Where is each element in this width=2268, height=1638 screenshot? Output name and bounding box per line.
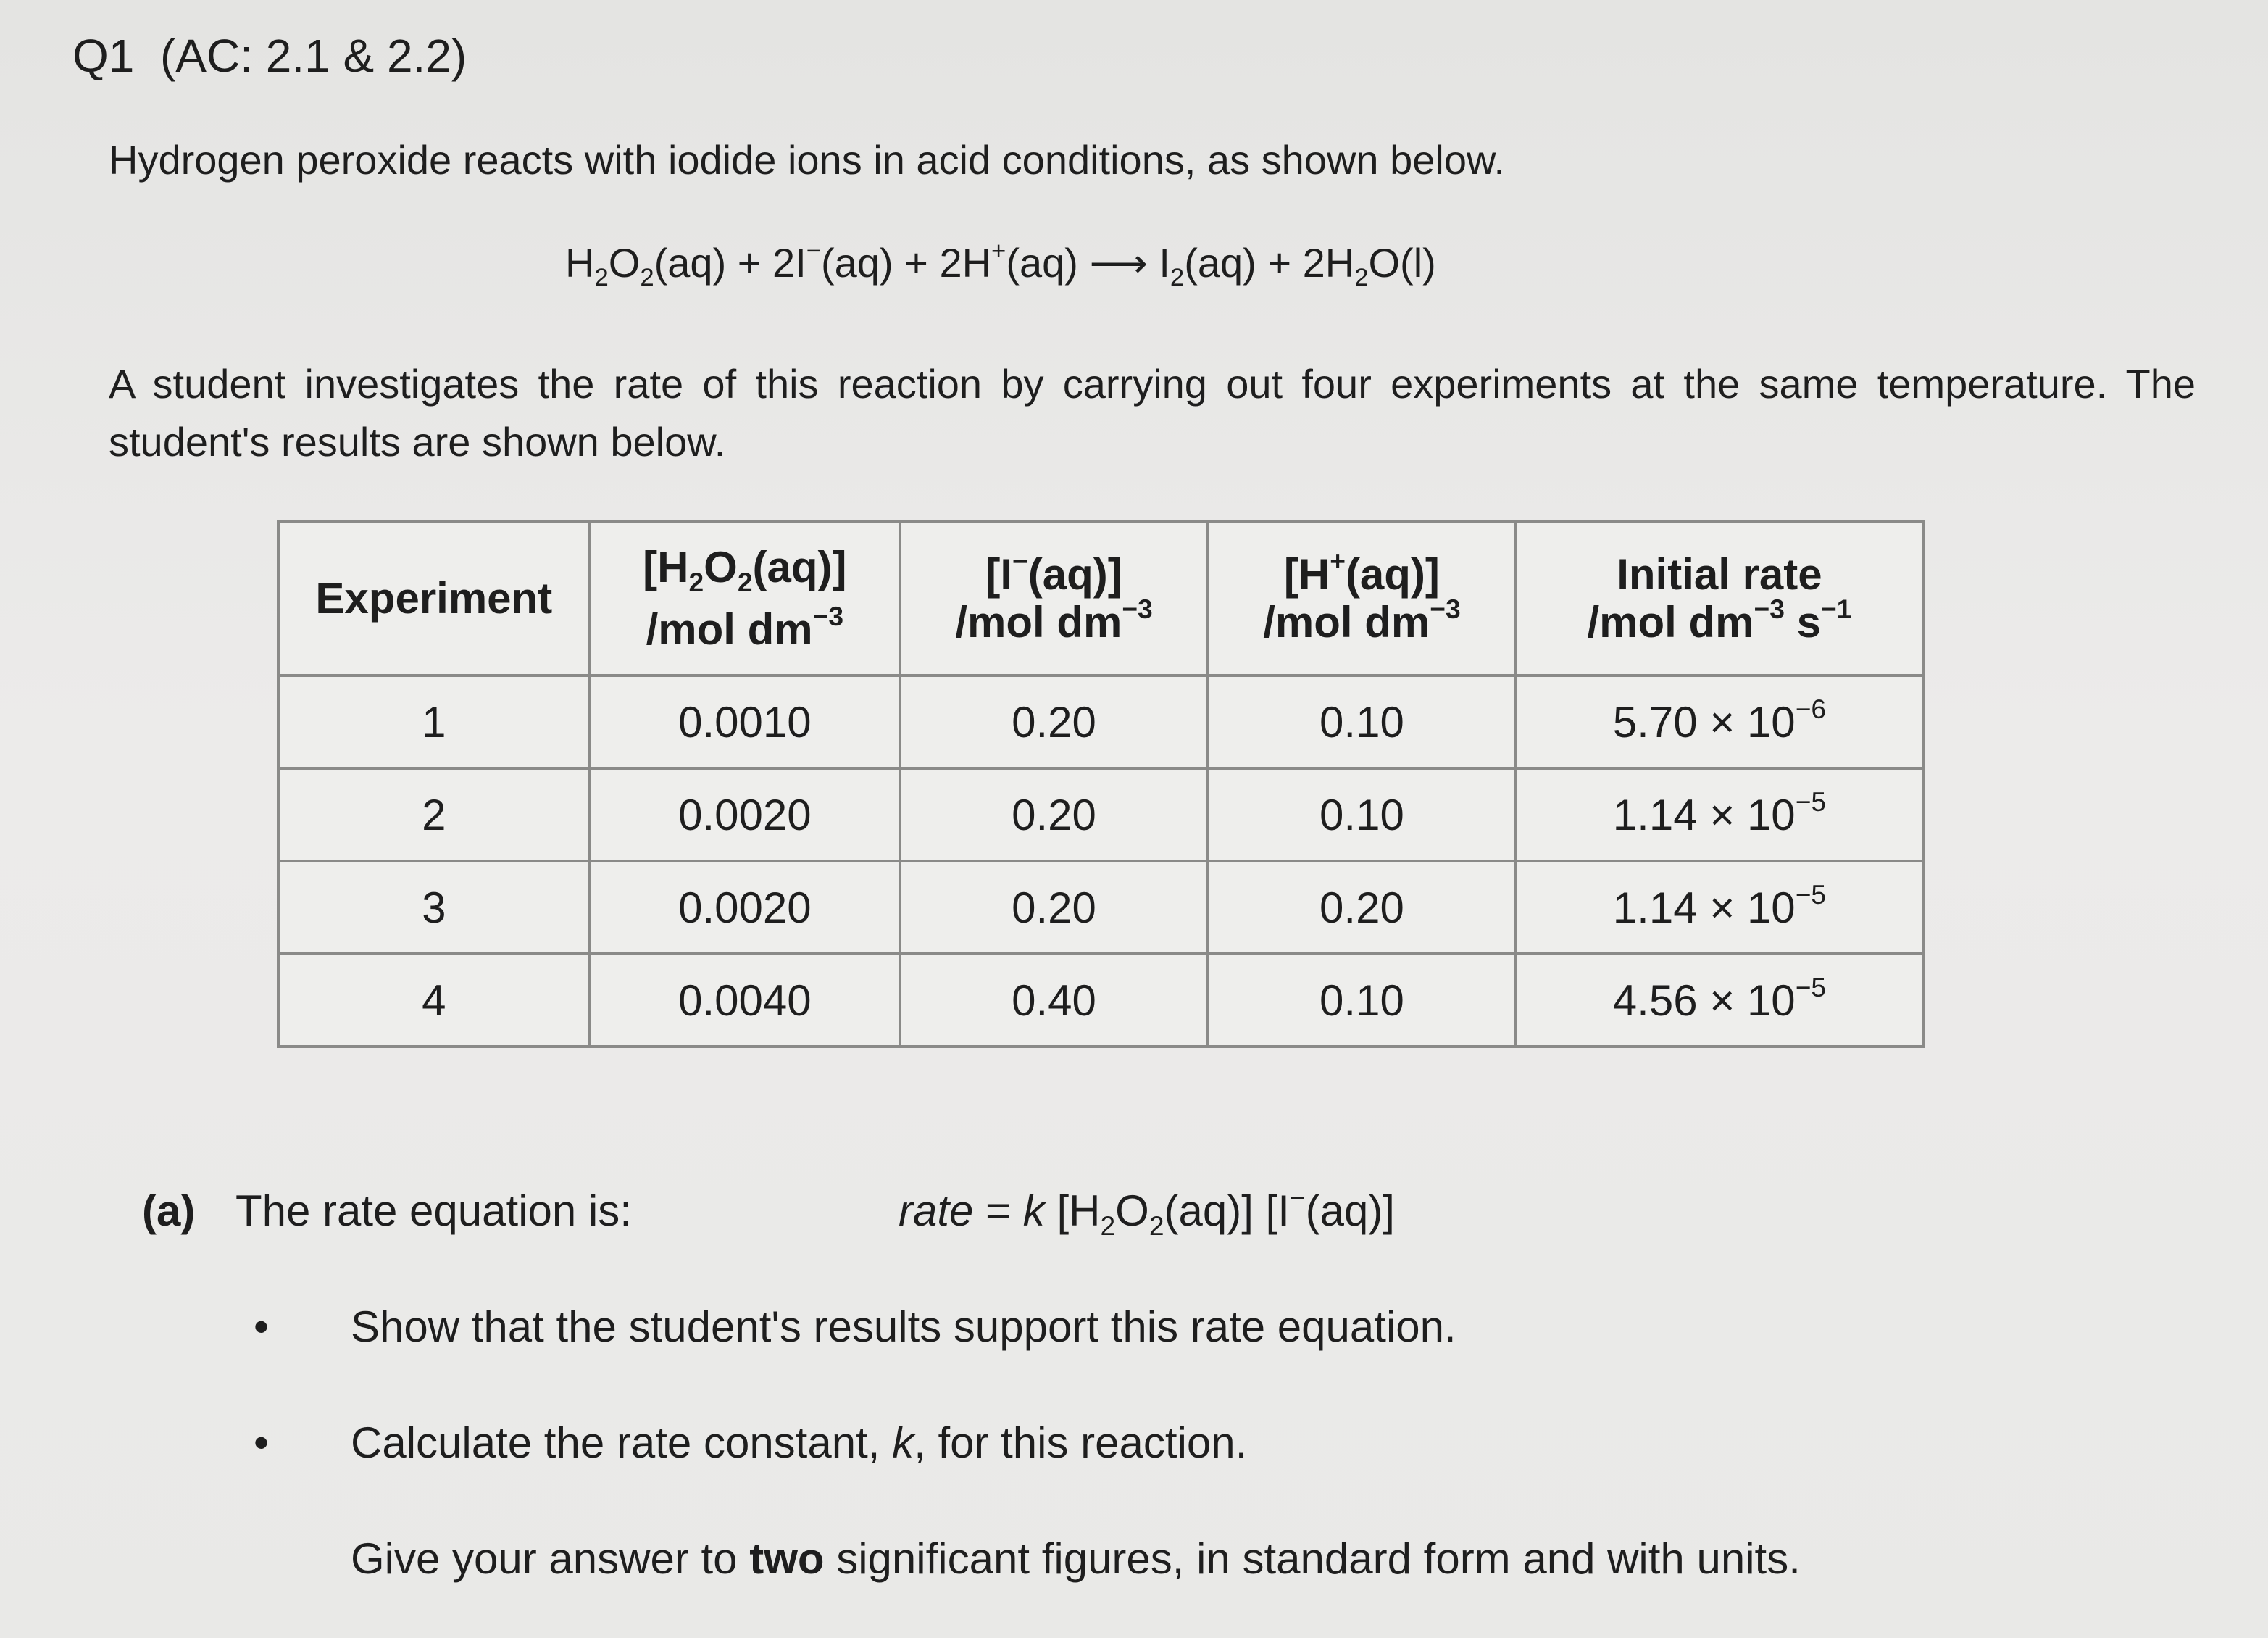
cell-experiment: 3 <box>278 861 590 954</box>
cell-hplus: 0.10 <box>1208 675 1516 768</box>
bullet-calculate-k: Calculate the rate constant, k, for this reaction. <box>351 1418 1248 1467</box>
investigation-paragraph: A student investigates the rate of this reaction by carrying out four experiments at the same temperature. The student's results are shown below. <box>109 361 2196 465</box>
question-heading <box>72 29 467 83</box>
table-header-row <box>278 522 1923 675</box>
part-a-prompt <box>142 1186 632 1236</box>
results-table <box>277 520 1925 1048</box>
table-row <box>278 768 1923 861</box>
cell-rate: $4.56 \times 10^{-5}$ <box>1516 954 1923 1047</box>
cell-rate: $5.70 \times 10^{-6}$ <box>1516 675 1923 768</box>
bullet-show-results: Show that the student's results support this rate equation. <box>351 1302 1456 1351</box>
arrow-icon: ⟶ <box>1089 240 1148 286</box>
question-number: Q1 <box>72 30 135 82</box>
cell-rate: $1.14 \times 10^{-5}$ <box>1516 861 1923 954</box>
bullet-icon: • <box>254 1418 270 1467</box>
header-initial-rate: Initial rate /mol $dm^{-3}$ $s^{-1}$ <box>1516 522 1923 675</box>
cell-hplus: 0.20 <box>1208 861 1516 954</box>
header-iodide: [I−(aq)] /mol $dm^{-3}$ <box>900 522 1208 675</box>
assessment-criteria: (AC: 2.1 & 2.2) <box>159 30 467 82</box>
table-row <box>278 954 1923 1047</box>
cell-rate: $1.14 \times 10^{-5}$ <box>1516 768 1923 861</box>
cell-hplus: 0.10 <box>1208 768 1516 861</box>
cell-hplus: 0.10 <box>1208 954 1516 1047</box>
cell-h2o2: 0.0020 <box>590 861 901 954</box>
table-row <box>278 675 1923 768</box>
cell-experiment: 2 <box>278 768 590 861</box>
cell-iodide: 0.20 <box>900 861 1208 954</box>
part-a-text: The rate equation is: <box>235 1186 632 1235</box>
cell-iodide: 0.20 <box>900 675 1208 768</box>
reaction-equation: $H_2O_2(aq) + 2I^-(aq) + 2H^+(aq)$ ⟶ $I_2(aq) + 2H_2O(l)$ <box>565 237 1436 292</box>
bullet-icon: • <box>254 1302 270 1351</box>
header-experiment: Experiment <box>278 522 590 675</box>
answer-instructions: Give your answer to two significant figures, in standard form and with units. <box>351 1534 1801 1583</box>
intro-text: Hydrogen peroxide reacts with iodide ions in acid conditions, as shown below. <box>109 137 1505 183</box>
cell-h2o2: 0.0040 <box>590 954 901 1047</box>
cell-h2o2: 0.0020 <box>590 768 901 861</box>
cell-experiment: 4 <box>278 954 590 1047</box>
cell-iodide: 0.40 <box>900 954 1208 1047</box>
header-hplus: [H+(aq)] /mol $dm^{-3}$ <box>1208 522 1516 675</box>
cell-h2o2: 0.0010 <box>590 675 901 768</box>
cell-iodide: 0.20 <box>900 768 1208 861</box>
cell-experiment: 1 <box>278 675 590 768</box>
part-a-label: (a) <box>142 1186 196 1235</box>
rate-equation: rate = k $[H_2O_2(aq)]$ [I−(aq)] <box>899 1181 1395 1242</box>
header-h2o2: $[H_2O_2(aq)]$ /mol $dm^{-3}$ <box>590 522 901 675</box>
table-row <box>278 861 1923 954</box>
